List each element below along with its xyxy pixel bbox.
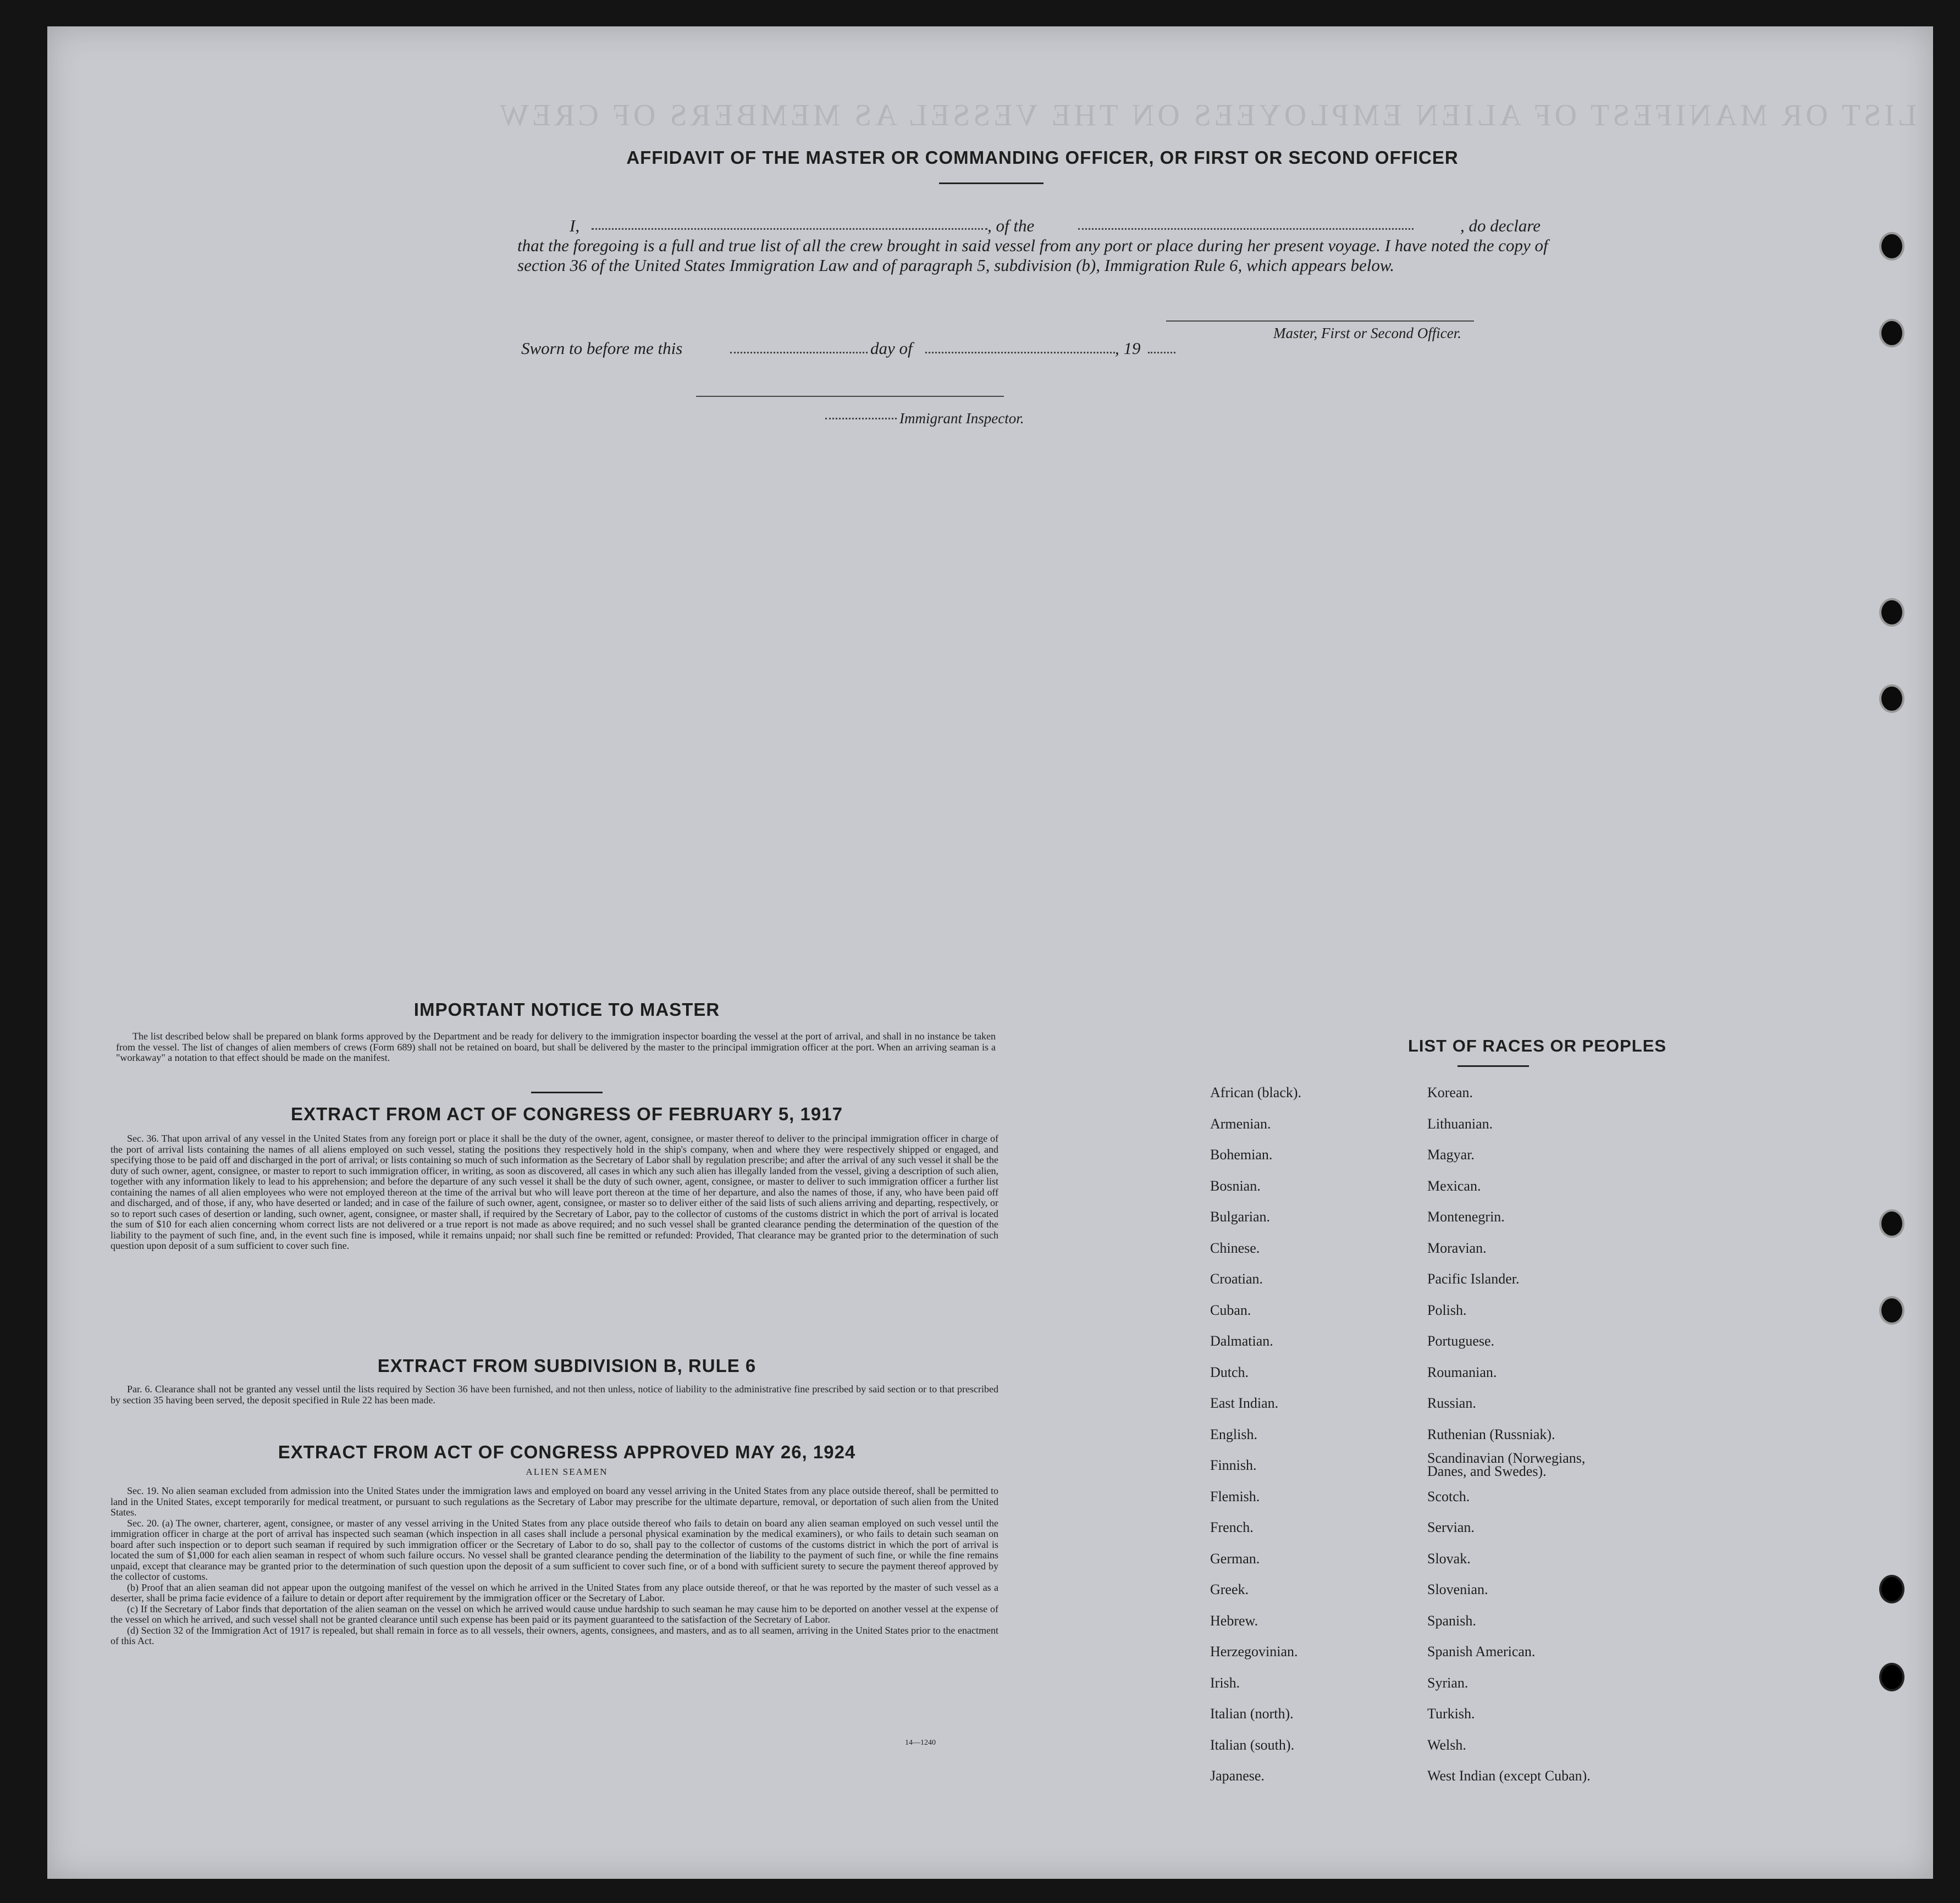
extract-1924-title: EXTRACT FROM ACT OF CONGRESS APPROVED MAY 26, 1924 <box>278 1442 856 1462</box>
sworn-day-of: day of <box>870 339 913 358</box>
sec-20a-paragraph: Sec. 20. (a) The owner, charterer, agent, consignee, or master of any vessel arriving in the United States from any place outside thereof who fails to detain on board any alien seaman employed on such vessel until the immigration officer in charge at the port of arrival has inspected such seaman (which inspection in all cases shall include a personal physical examination by the medical examiners), or who fails to detain such seaman on board after such inspection or to deport such seaman if required by such immigration officer or the Secretary of Labor to do so, shall pay to the collector of customs of the customs district in which the port of arrival is located the sum of $1,000 for each alien seaman in respect of whom such failure occurs. No vessel shall be granted clearance pending the determination of the liability to the payment of such fine, or while the fine remains unpaid, except that clearance may be granted prior to the determination of such question upon the deposit of a sum sufficient to cover such fine, or of a bond with sufficient surety to secure the payment thereof approved by the collector of customs. <box>111 1517 998 1582</box>
race-item: Dutch. <box>1210 1364 1249 1380</box>
race-item: Korean. <box>1427 1085 1473 1100</box>
form-code: 14—1240 <box>905 1739 936 1747</box>
races-divider <box>1457 1065 1529 1067</box>
race-item: Lithuanian. <box>1427 1115 1493 1132</box>
race-item: Italian (north). <box>1210 1706 1294 1722</box>
inspector-signature-line[interactable] <box>696 396 1004 397</box>
sworn-date-blank[interactable] <box>730 352 868 353</box>
sworn-year-blank[interactable] <box>1148 352 1175 353</box>
affidavit-title: AFFIDAVIT OF THE MASTER OR COMMANDING OFFICER, OR FIRST OR SECOND OFFICER <box>626 147 1459 168</box>
race-item: Moravian. <box>1427 1240 1487 1256</box>
inspector-dotted-lead <box>825 418 897 419</box>
race-item: Russian. <box>1427 1395 1476 1411</box>
declaration-text: that the foregoing is a full and true list of all the crew brought in said vessel from any port or place during her present voyage. I have noted the copy of section 36 of the United States Immigration Law and of paragraph 5, subdivision (b), Immigration Rule 6, which appears below. <box>517 236 1548 275</box>
name-blank[interactable] <box>592 228 987 230</box>
race-item: Cuban. <box>1210 1302 1251 1318</box>
race-item: Portuguese. <box>1427 1333 1495 1349</box>
race-item: Finnish. <box>1210 1457 1257 1473</box>
sec-20b-paragraph: (b) Proof that an alien seaman did not appear upon the outgoing manifest of the vessel on which he arrived in the United States from any place outside thereof, or that he was reported by the master of such vessel as a deserter, shall be prima facie evidence of a failure to detain or deport after requirement by the immigration officer or the Secretary of Labor. <box>111 1581 998 1603</box>
race-item: Turkish. <box>1427 1706 1475 1722</box>
extract-rule6-title: EXTRACT FROM SUBDIVISION B, RULE 6 <box>377 1356 757 1376</box>
race-item: Welsh. <box>1427 1736 1466 1753</box>
notice-title: IMPORTANT NOTICE TO MASTER <box>413 999 720 1020</box>
document-page <box>47 26 1933 1879</box>
extract-1924-subtitle: ALIEN SEAMEN <box>526 1467 608 1477</box>
race-item: Roumanian. <box>1427 1364 1497 1380</box>
race-item: Ruthenian (Russniak). <box>1427 1426 1555 1442</box>
binder-hole <box>1879 232 1904 261</box>
inspector-label: Immigrant Inspector. <box>899 410 1024 427</box>
races-title: LIST OF RACES OR PEOPLES <box>1407 1036 1667 1055</box>
race-item: Greek. <box>1210 1581 1249 1597</box>
binder-hole <box>1879 1209 1904 1238</box>
race-item: Chinese. <box>1210 1240 1260 1256</box>
race-item: German. <box>1210 1550 1260 1567</box>
race-item: Japanese. <box>1210 1768 1265 1784</box>
race-item: English. <box>1210 1426 1257 1442</box>
vessel-blank[interactable] <box>1078 228 1414 230</box>
race-item: Armenian. <box>1210 1115 1271 1132</box>
race-item: East Indian. <box>1210 1395 1279 1411</box>
race-item: Croatian. <box>1210 1271 1263 1287</box>
notice-text: The list described below shall be prepared on blank forms approved by the Department and be ready for delivery to the immigration inspector boarding the vessel at the port of arrival, and shall in no instance be taken from the vessel. The list of changes of alien members of crews (Form 689) shall not be retained on board, but shall be delivered by the master to the principal immigration officer at the port. When an arriving seaman is a "workaway" a notation to that effect should be made on the manifest. <box>116 1031 996 1063</box>
sec-20c-paragraph: (c) If the Secretary of Labor finds that deportation of the alien seaman on the vessel on which he arrived would cause undue hardship to such seaman he may cause him to be deported on another vessel at the expense of the vessel on which he arrived, and such vessel shall not be granted clearance until such expense has been paid or its payment guaranteed to the satisfaction of the Secretary of Labor. <box>111 1603 998 1625</box>
race-item: Scandinavian (Norwegians, Danes, and Swedes). <box>1427 1450 1586 1479</box>
sworn-year: , 19 <box>1115 339 1141 358</box>
race-item: Scotch. <box>1427 1488 1470 1504</box>
race-item: Pacific Islander. <box>1427 1271 1520 1287</box>
master-signature-label: Master, First or Second Officer. <box>1273 325 1461 341</box>
sworn-prefix: Sworn to before me this <box>521 339 683 358</box>
title-underline <box>939 182 1044 184</box>
race-item: Bulgarian. <box>1210 1209 1271 1225</box>
notice-divider <box>531 1092 603 1093</box>
binder-hole <box>1879 1663 1904 1691</box>
race-item: Montenegrin. <box>1427 1209 1505 1225</box>
extract-1917-text: Sec. 36. That upon arrival of any vessel in the United States from any foreign port or place it shall be the duty of the owner, agent, consignee, or master thereof to deliver to the principal immigration officer in charge of the port of arrival lists containing the names of all aliens employed on such vessel, stating the positions they respectively hold in the ship's company, when and where they were respectively shipped or engaged, and specifying those to be paid off and discharged in the port of arrival; or lists containing so much of such information as the Secretary of Labor shall by regulation prescribe; and after the arrival of any such vessel it shall be the duty of such owner, agent, consignee, or master to report to such immigration officer, in writing, as soon as discovered, all cases in which any such alien has illegally landed from the vessel, giving a description of such alien, together with any information likely to lead to his apprehension; and before the departure of any such vessel it shall be the duty of such owner, agent, consignee, or master to deliver to such immigration officer a further list containing the names of all alien employees who were not employed thereon at the time of the arrival but who will leave port thereon at the time of her departure, and also the names of those, if any, who have been paid off and discharged, and of those, if any, who have deserted or landed; and in case of the failure of such owner, agent, consignee, or master so to deliver either of the said lists of such aliens arriving and departing, respectively, or so to report such cases of desertion or landing, such owner, agent, consignee, or master shall, if required by the Secretary of Labor, pay to the collector of customs of the customs district in which the port of arrival is located the sum of $10 for each alien concerning whom correct lists are not delivered or a true report is not made as above required; and no such vessel shall be granted clearance pending the determination of the question of the liability to the payment of such fine, and, in the event such fine is imposed, while it remains unpaid; nor shall such fine be remitted or refunded: Provided, That clearance may be granted prior to the determination of such question upon deposit of a sum sufficient to cover such fine. <box>111 1133 998 1251</box>
sworn-month-blank[interactable] <box>925 352 1115 353</box>
race-item: Flemish. <box>1210 1488 1260 1504</box>
race-item: Spanish. <box>1427 1612 1476 1629</box>
race-item: Magyar. <box>1427 1147 1475 1163</box>
sec-19-paragraph: Sec. 19. No alien seaman excluded from admission into the United States under the immigration laws and employed on board any vessel arriving in the United States from any place outside thereof, shall be permitted to land in the United States, except temporarily for medical treatment, or pursuant to such regulations as the Secretary of Labor may prescribe for the ultimate departure, removal, or deportation of such alien from the United States. <box>111 1485 998 1518</box>
master-signature-line[interactable] <box>1166 320 1474 322</box>
binder-hole <box>1879 319 1904 347</box>
sworn-line <box>521 339 1291 361</box>
affidavit-i: I, <box>570 216 580 235</box>
race-item: Bosnian. <box>1210 1177 1261 1194</box>
binder-hole <box>1879 598 1904 627</box>
race-item: Syrian. <box>1427 1674 1468 1691</box>
binder-hole <box>1879 1296 1904 1325</box>
race-item: Polish. <box>1427 1302 1467 1318</box>
extract-1924-body <box>111 1486 998 1647</box>
race-item: French. <box>1210 1519 1254 1535</box>
binder-hole <box>1879 684 1904 713</box>
binder-hole <box>1879 1575 1904 1603</box>
extract-1917-title: EXTRACT FROM ACT OF CONGRESS OF FEBRUARY 5, 1917 <box>291 1104 843 1124</box>
race-item: Bohemian. <box>1210 1147 1273 1163</box>
race-item: Slovak. <box>1427 1550 1471 1567</box>
race-item: Herzegovinian. <box>1210 1644 1298 1659</box>
race-item: Dalmatian. <box>1210 1333 1273 1349</box>
extract-rule6-text: Par. 6. Clearance shall not be granted any vessel until the lists required by Section 36 have been furnished, and not then unless, notice of liability to the administrative fine prescribed by said section or to that prescribed by section 35 having been served, the deposit specified in Rule 22 has been made. <box>111 1384 998 1406</box>
race-item: West Indian (except Cuban). <box>1427 1768 1591 1784</box>
race-item: Hebrew. <box>1210 1612 1258 1629</box>
affidavit-declaration <box>517 216 1567 275</box>
race-item: Italian (south). <box>1210 1736 1295 1753</box>
affidavit-do-declare: , do declare <box>1460 216 1541 235</box>
sec-20d-paragraph: (d) Section 32 of the Immigration Act of 1917 is repealed, but shall remain in force as to all vessels, their owners, agents, consignees, and masters, and as to all seamen, arriving in the United States prior to the enactment of this Act. <box>111 1624 998 1646</box>
race-item: Mexican. <box>1427 1177 1481 1194</box>
race-item: Servian. <box>1427 1519 1475 1535</box>
race-item: African (black). <box>1210 1085 1302 1100</box>
race-item: Irish. <box>1210 1674 1240 1691</box>
bleed-through-text: LIST OR MANIFEST OF ALIEN EMPLOYEES ON THE VESSEL AS MEMBERS OF CREW <box>496 98 1917 132</box>
race-item: Slovenian. <box>1427 1581 1488 1597</box>
affidavit-of-the: , of the <box>987 216 1035 235</box>
race-item: Spanish American. <box>1427 1644 1536 1659</box>
